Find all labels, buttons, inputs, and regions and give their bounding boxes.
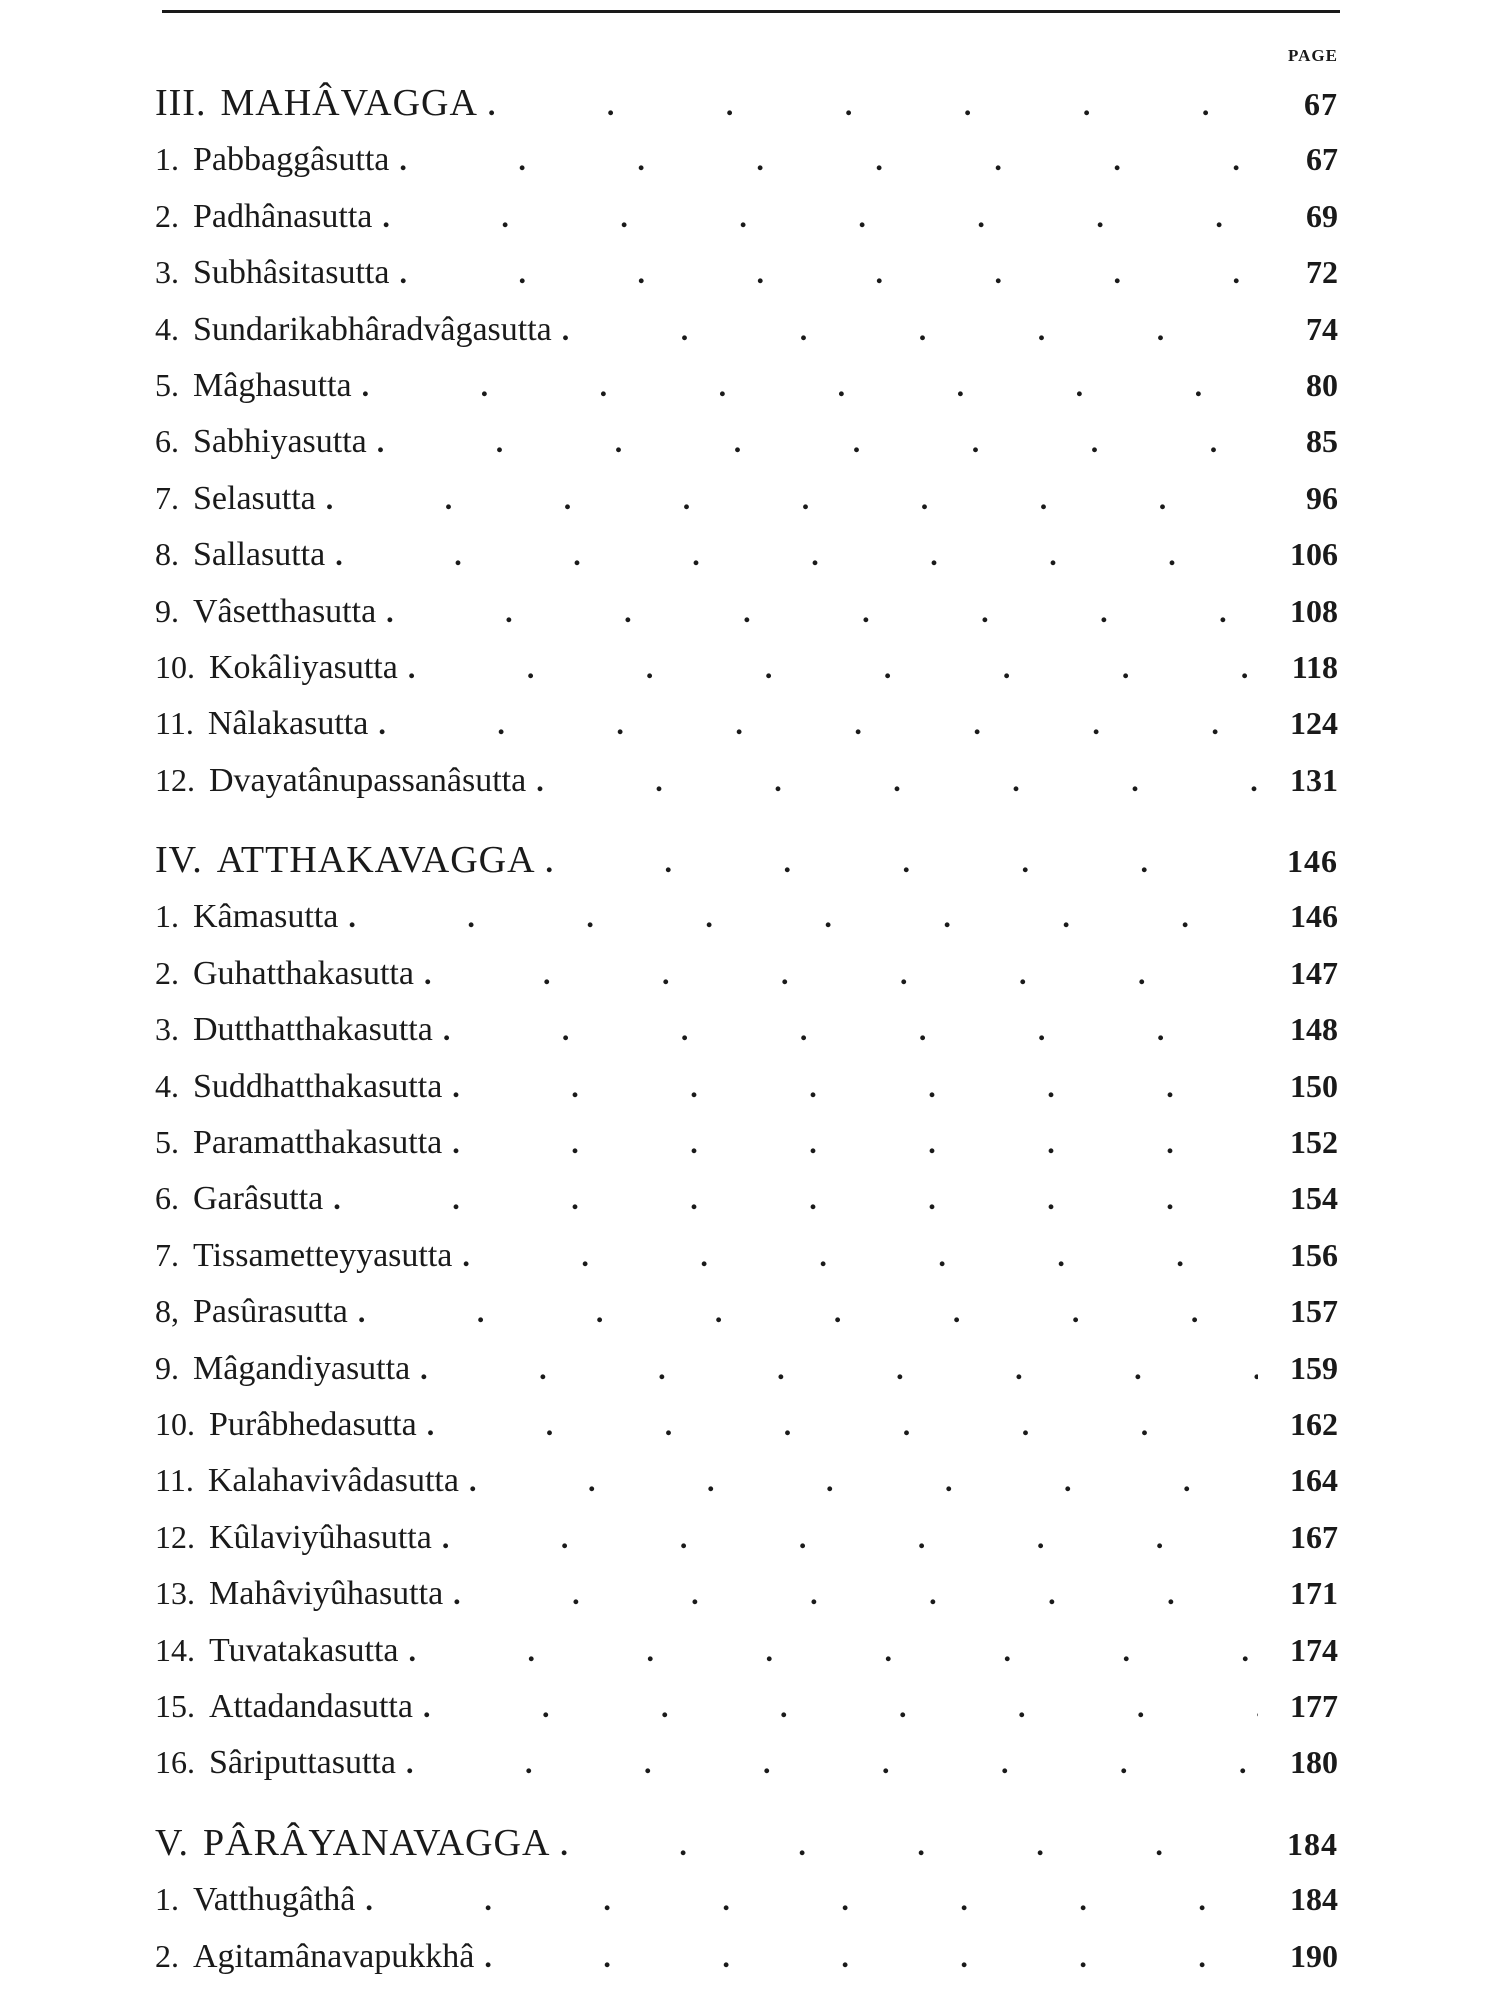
entry-page: 164 <box>1290 1462 1338 1499</box>
entry-number: 1. <box>155 141 179 178</box>
dot-leader <box>420 1341 1258 1397</box>
dot-leader <box>362 358 1258 414</box>
entry-number: 13. <box>155 1575 195 1612</box>
entry-number: 9. <box>155 592 179 629</box>
toc-entry <box>155 695 1338 751</box>
entry-page: 147 <box>1290 954 1338 991</box>
entry-page: 67 <box>1306 141 1338 178</box>
toc-entry <box>155 357 1338 413</box>
entry-number: 7. <box>155 1236 179 1273</box>
entry-number: 9. <box>155 1349 179 1386</box>
entry-page: 106 <box>1290 536 1338 573</box>
dot-leader <box>408 640 1258 696</box>
dot-leader <box>546 832 1258 888</box>
entry-page: 69 <box>1306 197 1338 234</box>
dot-leader <box>326 471 1258 527</box>
entry-title: Garâsutta <box>193 1180 324 1218</box>
entry-number: 3. <box>155 1011 179 1048</box>
dot-leader <box>462 1228 1258 1284</box>
toc-entry <box>155 470 1338 526</box>
entry-number: 5. <box>155 366 179 403</box>
dot-leader <box>562 302 1258 358</box>
entry-page: 177 <box>1290 1687 1338 1724</box>
section-gap <box>155 808 1338 832</box>
entry-page: 96 <box>1306 479 1338 516</box>
section-page: 146 <box>1287 843 1338 880</box>
entry-page: 184 <box>1290 1881 1338 1918</box>
entry-number: 10. <box>155 1405 195 1442</box>
entry-page: 150 <box>1290 1067 1338 1104</box>
entry-number: 14. <box>155 1631 195 1668</box>
entry-number: 12. <box>155 1518 195 1555</box>
entry-page: 118 <box>1291 648 1338 685</box>
entry-title: Subhâsitasutta <box>193 254 390 292</box>
entry-title: Guhatthakasutta <box>193 954 414 992</box>
entry-title: Nâlakasutta <box>207 705 369 743</box>
entry-title: Tissametteyyasutta <box>193 1236 453 1274</box>
entry-title: Dutthatthakasutta <box>193 1011 433 1049</box>
entry-number: 4. <box>155 310 179 347</box>
entry-number: 6. <box>155 423 179 460</box>
toc-entry <box>155 1622 1338 1678</box>
toc-entry <box>155 1452 1338 1508</box>
entry-number: 11. <box>155 705 194 742</box>
toc-entry <box>155 1114 1338 1170</box>
toc-entry <box>155 1678 1338 1734</box>
toc-entry <box>155 1509 1338 1565</box>
section-heading <box>155 832 1338 888</box>
entry-number: 10. <box>155 648 195 685</box>
entry-page: 180 <box>1290 1744 1338 1781</box>
toc-entry <box>155 1227 1338 1283</box>
entry-page: 72 <box>1306 254 1338 291</box>
entry-title: Sabhiyasutta <box>193 423 367 461</box>
dot-leader <box>427 1397 1258 1453</box>
entry-page: 159 <box>1290 1349 1338 1386</box>
entry-title: Selasutta <box>193 479 316 517</box>
dot-leader <box>484 1929 1258 1985</box>
dot-leader <box>409 1623 1258 1679</box>
toc-entry <box>155 583 1338 639</box>
entry-title: Vatthugâthâ <box>193 1881 356 1919</box>
entry-page: 154 <box>1290 1180 1338 1217</box>
entry-page: 152 <box>1290 1124 1338 1161</box>
entry-title: Kokâliyasutta <box>209 648 398 686</box>
dot-leader <box>443 1002 1258 1058</box>
entry-title: Tuvatakasutta <box>209 1631 399 1669</box>
entry-title: Kalahavivâdasutta <box>207 1462 459 1500</box>
toc-entry <box>155 639 1338 695</box>
toc-entry <box>155 1928 1338 1984</box>
entry-title: Sundarikabhâradvâgasutta <box>193 310 552 348</box>
dot-leader <box>488 75 1258 131</box>
entry-page: 157 <box>1290 1293 1338 1330</box>
dot-leader <box>382 189 1258 245</box>
entry-page: 146 <box>1290 898 1338 935</box>
entry-number: 2. <box>155 1937 179 1974</box>
section-heading <box>155 75 1338 131</box>
section-title: MAHÂVAGGA <box>220 82 478 124</box>
page-column-label: PAGE <box>1288 46 1338 65</box>
dot-leader <box>399 245 1258 301</box>
dot-leader <box>348 889 1258 945</box>
section-heading <box>155 1815 1338 1871</box>
entry-title: Vâsetthasutta <box>193 592 377 630</box>
entry-page: 167 <box>1290 1518 1338 1555</box>
toc-entry <box>155 1283 1338 1339</box>
entry-number: 1. <box>155 1881 179 1918</box>
dot-leader <box>452 1115 1258 1171</box>
entry-number: 8. <box>155 536 179 573</box>
entry-title: Sâriputtasutta <box>209 1744 396 1782</box>
top-rule <box>162 10 1340 13</box>
toc-entry <box>155 1340 1338 1396</box>
toc-entry <box>155 131 1338 187</box>
entry-number: 5. <box>155 1124 179 1161</box>
toc-entry <box>155 244 1338 300</box>
entry-page: 85 <box>1306 423 1338 460</box>
entry-number: 16. <box>155 1744 195 1781</box>
dot-leader <box>442 1510 1258 1566</box>
dot-leader <box>333 1171 1258 1227</box>
entry-number: 2. <box>155 197 179 234</box>
toc-entry <box>155 526 1338 582</box>
dot-leader <box>452 1059 1258 1115</box>
entry-number: 12. <box>155 761 195 798</box>
dot-leader <box>377 414 1258 470</box>
entry-title: Attadandasutta <box>209 1687 413 1725</box>
toc-entry <box>155 413 1338 469</box>
entry-number: 7. <box>155 479 179 516</box>
entry-page: 74 <box>1306 310 1338 347</box>
entry-number: 8, <box>155 1293 179 1330</box>
entry-page: 162 <box>1290 1405 1338 1442</box>
entry-title: Mâghasutta <box>193 366 352 404</box>
table-of-contents <box>155 75 1338 1984</box>
dot-leader <box>560 1815 1258 1871</box>
entry-page: 108 <box>1290 592 1338 629</box>
section-title: PÂRÂYANAVAGGA <box>203 1821 551 1864</box>
entry-number: 1. <box>155 898 179 935</box>
toc-entry <box>155 1871 1338 1927</box>
entry-number: 3. <box>155 254 179 291</box>
dot-leader <box>335 527 1258 583</box>
toc-entry <box>155 752 1338 808</box>
entry-title: Kûlaviyûhasutta <box>209 1518 432 1556</box>
entry-number: 15. <box>155 1687 195 1724</box>
entry-title: Padhânasutta <box>193 197 373 235</box>
toc-entry <box>155 301 1338 357</box>
dot-leader <box>365 1872 1258 1928</box>
dot-leader <box>424 946 1258 1002</box>
entry-title: Suddhatthakasutta <box>193 1067 443 1105</box>
dot-leader <box>378 696 1258 752</box>
toc-entry <box>155 888 1338 944</box>
entry-title: Kâmasutta <box>193 898 339 936</box>
entry-title: Purâbhedasutta <box>209 1405 417 1443</box>
toc-entry <box>155 188 1338 244</box>
section-title: ATTHAKAVAGGA <box>216 839 536 882</box>
entry-page: 174 <box>1290 1631 1338 1668</box>
dot-leader <box>536 753 1258 809</box>
entry-title: Agitamânavapukkhâ <box>193 1937 475 1975</box>
dot-leader <box>406 1735 1258 1791</box>
section-number: III. <box>155 82 207 124</box>
toc-entry <box>155 1001 1338 1057</box>
section-iii <box>155 75 1338 808</box>
dot-leader <box>399 132 1258 188</box>
toc-entry <box>155 1734 1338 1790</box>
entry-page: 156 <box>1290 1236 1338 1273</box>
entry-title: Mahâviyûhasutta <box>209 1575 444 1613</box>
entry-page: 148 <box>1290 1011 1338 1048</box>
entry-number: 2. <box>155 954 179 991</box>
entry-page: 190 <box>1290 1937 1338 1974</box>
entry-title: Sallasutta <box>193 536 326 574</box>
entry-title: Dvayatânupassanâsutta <box>209 761 527 799</box>
dot-leader <box>469 1453 1258 1509</box>
entry-number: 11. <box>155 1462 194 1499</box>
dot-leader <box>358 1284 1258 1340</box>
entry-title: Pabbaggâsutta <box>193 141 390 179</box>
section-v <box>155 1815 1338 1984</box>
toc-entry <box>155 1170 1338 1226</box>
section-gap <box>155 1791 1338 1815</box>
toc-entry <box>155 945 1338 1001</box>
section-iv <box>155 832 1338 1791</box>
toc-entry <box>155 1396 1338 1452</box>
toc-entry <box>155 1058 1338 1114</box>
entry-title: Pasûrasutta <box>193 1293 348 1331</box>
dot-leader <box>386 584 1258 640</box>
entry-page: 80 <box>1306 366 1338 403</box>
entry-page: 171 <box>1290 1575 1338 1612</box>
entry-title: Paramatthakasutta <box>193 1124 443 1162</box>
section-page: 184 <box>1287 1825 1338 1862</box>
section-number: V. <box>155 1821 190 1864</box>
toc-entry <box>155 1565 1338 1621</box>
entry-number: 4. <box>155 1067 179 1104</box>
dot-leader <box>423 1679 1258 1735</box>
dot-leader <box>453 1566 1258 1622</box>
entry-page: 124 <box>1290 705 1338 742</box>
section-number: IV. <box>155 839 203 882</box>
entry-page: 131 <box>1290 761 1338 798</box>
section-page: 67 <box>1304 86 1338 122</box>
entry-title: Mâgandiyasutta <box>193 1349 411 1387</box>
entry-number: 6. <box>155 1180 179 1217</box>
